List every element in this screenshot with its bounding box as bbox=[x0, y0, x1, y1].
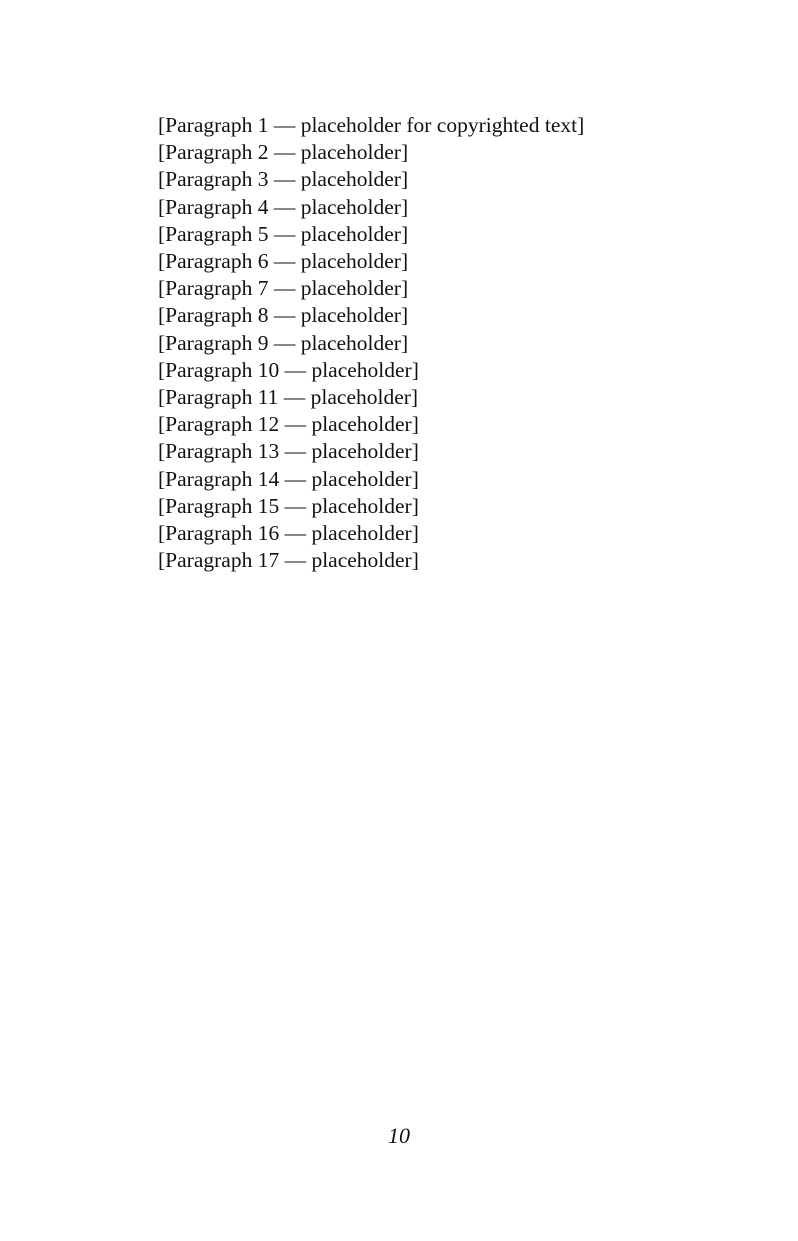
paragraph: [Paragraph 2 — placeholder] bbox=[158, 140, 409, 165]
paragraph: [Paragraph 4 — placeholder] bbox=[158, 194, 409, 219]
paragraph: [Paragraph 14 — placeholder] bbox=[158, 466, 419, 491]
paragraph: [Paragraph 16 — placeholder] bbox=[158, 521, 419, 546]
paragraph: [Paragraph 17 — placeholder] bbox=[158, 548, 419, 573]
paragraph: [Paragraph 7 — placeholder] bbox=[158, 276, 409, 301]
paragraph: [Paragraph 12 — placeholder] bbox=[158, 412, 419, 437]
paragraph: [Paragraph 11 — placeholder] bbox=[158, 385, 419, 410]
paragraph: [Paragraph 1 — placeholder for copyrighted text] bbox=[158, 113, 585, 137]
paragraph: [Paragraph 13 — placeholder] bbox=[158, 439, 419, 464]
page-body bbox=[158, 112, 710, 1162]
paragraph: [Paragraph 10 — placeholder] bbox=[158, 357, 419, 382]
paragraph: [Paragraph 6 — placeholder] bbox=[158, 249, 409, 274]
paragraph: [Paragraph 3 — placeholder] bbox=[158, 167, 409, 192]
paragraph: [Paragraph 8 — placeholder] bbox=[158, 303, 409, 328]
paragraph: [Paragraph 15 — placeholder] bbox=[158, 493, 419, 518]
paragraph: [Paragraph 9 — placeholder] bbox=[158, 330, 409, 355]
page-number: 10 bbox=[388, 1123, 410, 1148]
paragraph: [Paragraph 5 — placeholder] bbox=[158, 221, 409, 246]
